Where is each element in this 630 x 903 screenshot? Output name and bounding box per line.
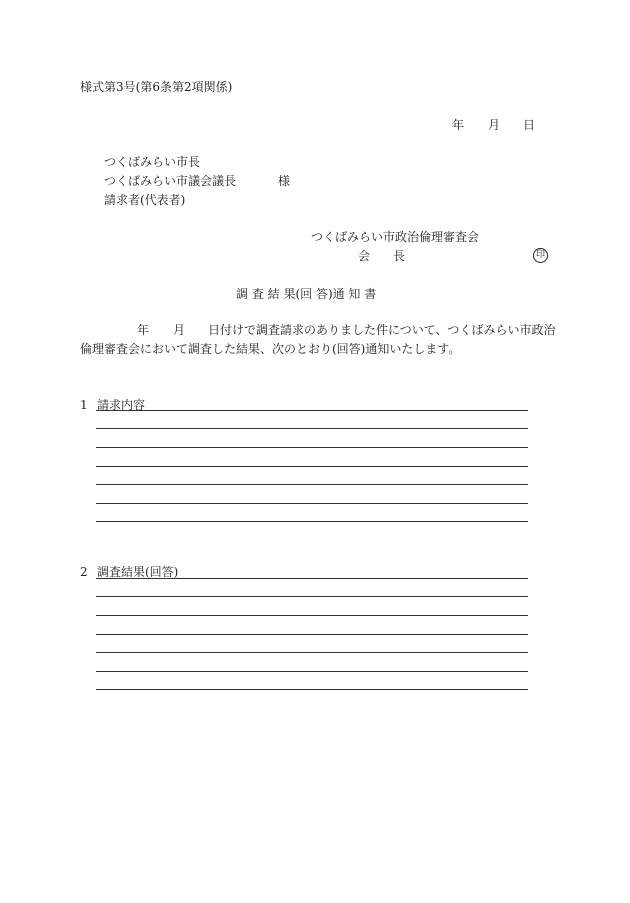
writing-line: [96, 466, 528, 467]
sender-org: つくばみらい市政治倫理審査会: [311, 230, 480, 244]
addressee-mayor: つくばみらい市長: [104, 155, 201, 169]
section-number: 2: [80, 565, 88, 579]
addressee-requester: 請求者(代表者): [104, 193, 186, 207]
body-line2: 倫理審査会において調査した結果、次のとおり(回答)通知いたします。: [80, 342, 461, 356]
writing-line: [96, 428, 528, 429]
section-number: 1: [80, 398, 88, 412]
writing-line: [96, 521, 528, 522]
writing-line: [96, 484, 528, 485]
date-day: 日: [523, 118, 536, 132]
addressee-council-chair: つくばみらい市議会議長: [104, 174, 237, 188]
writing-line: [96, 615, 528, 616]
writing-line: [96, 578, 528, 579]
seal-mark: 印: [533, 248, 548, 263]
form-label: 様式第3号(第6条第2項関係): [80, 80, 233, 94]
writing-line: [96, 652, 528, 653]
writing-line: [96, 447, 528, 448]
writing-line: [96, 634, 528, 635]
writing-line: [96, 689, 528, 690]
sender-title-1: 会: [358, 249, 371, 263]
section-label: 請求内容: [97, 398, 146, 412]
writing-line: [96, 410, 528, 411]
date-month: 月: [488, 118, 501, 132]
body-line1: 日付けで調査請求のありました件について、つくばみらい市政治: [208, 323, 556, 337]
date-year: 年: [452, 118, 465, 132]
writing-line: [96, 596, 528, 597]
section-label: 調査結果(回答): [97, 565, 179, 579]
writing-line: [96, 503, 528, 504]
writing-line: [96, 671, 528, 672]
addressee-honorific: 様: [278, 174, 291, 188]
body-year: 年: [137, 323, 150, 337]
document-title: 調 査 結 果(回 答)通 知 書: [236, 287, 377, 301]
body-month: 月: [173, 323, 186, 337]
sender-title-2: 長: [393, 249, 406, 263]
